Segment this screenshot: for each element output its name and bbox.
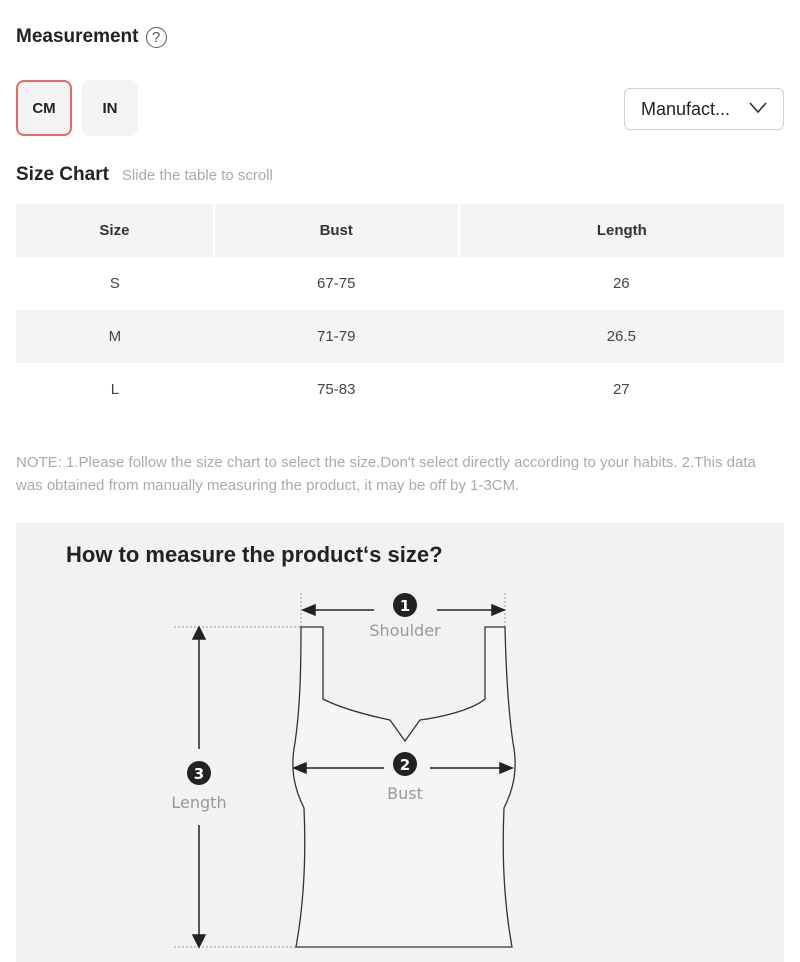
measurement-header — [16, 26, 167, 48]
unit-in-button[interactable]: IN — [82, 80, 138, 136]
label-length: Length — [171, 793, 227, 812]
cell-size: M — [16, 310, 214, 363]
cell-bust: 75-83 — [317, 381, 356, 398]
cell-bust: 67-75 — [317, 275, 356, 292]
size-table[interactable] — [16, 204, 784, 416]
column-header-bust: Bust — [214, 204, 459, 257]
table-row — [16, 310, 784, 363]
cell-length: 26.5 — [459, 310, 784, 363]
cell-size: S — [109, 275, 120, 292]
measurement-guide — [16, 523, 784, 962]
cell-size: L — [110, 381, 120, 398]
guide-title: How to measure the product‘s size? — [66, 542, 443, 567]
label-2-number: 2 — [399, 756, 411, 774]
cell-length: 27 — [612, 381, 630, 398]
label-shoulder: Shoulder — [369, 621, 441, 640]
label-3-number: 3 — [193, 765, 205, 783]
tank-top-diagram — [16, 523, 784, 962]
size-chart-title: Size Chart — [16, 164, 109, 185]
unit-cm-button[interactable]: CM — [16, 80, 72, 136]
label-1-number: 1 — [399, 597, 411, 615]
table-header-row — [16, 204, 784, 257]
cell-bust: 71-79 — [214, 310, 459, 363]
column-header-length: Length — [459, 204, 784, 257]
column-header-size: Size — [16, 204, 214, 257]
scroll-hint: Slide the table to scroll — [121, 167, 273, 184]
table-row — [16, 363, 784, 416]
size-standard-dropdown[interactable] — [624, 88, 784, 130]
help-icon[interactable]: ? — [146, 27, 167, 48]
dropdown-value: Manufact... — [641, 98, 731, 119]
chevron-down-icon — [749, 101, 767, 115]
size-note: NOTE: 1.Please follow the size chart to select the size.Don't select directly according to your habits. 2.This data was obtained from manually measuring the product, it may be off by 1-3CM. — [16, 454, 756, 494]
cell-length: 26 — [612, 275, 630, 292]
table-row — [16, 257, 784, 310]
size-chart-header — [16, 164, 273, 186]
page-title: Measurement — [16, 26, 139, 47]
label-bust: Bust — [387, 784, 423, 803]
